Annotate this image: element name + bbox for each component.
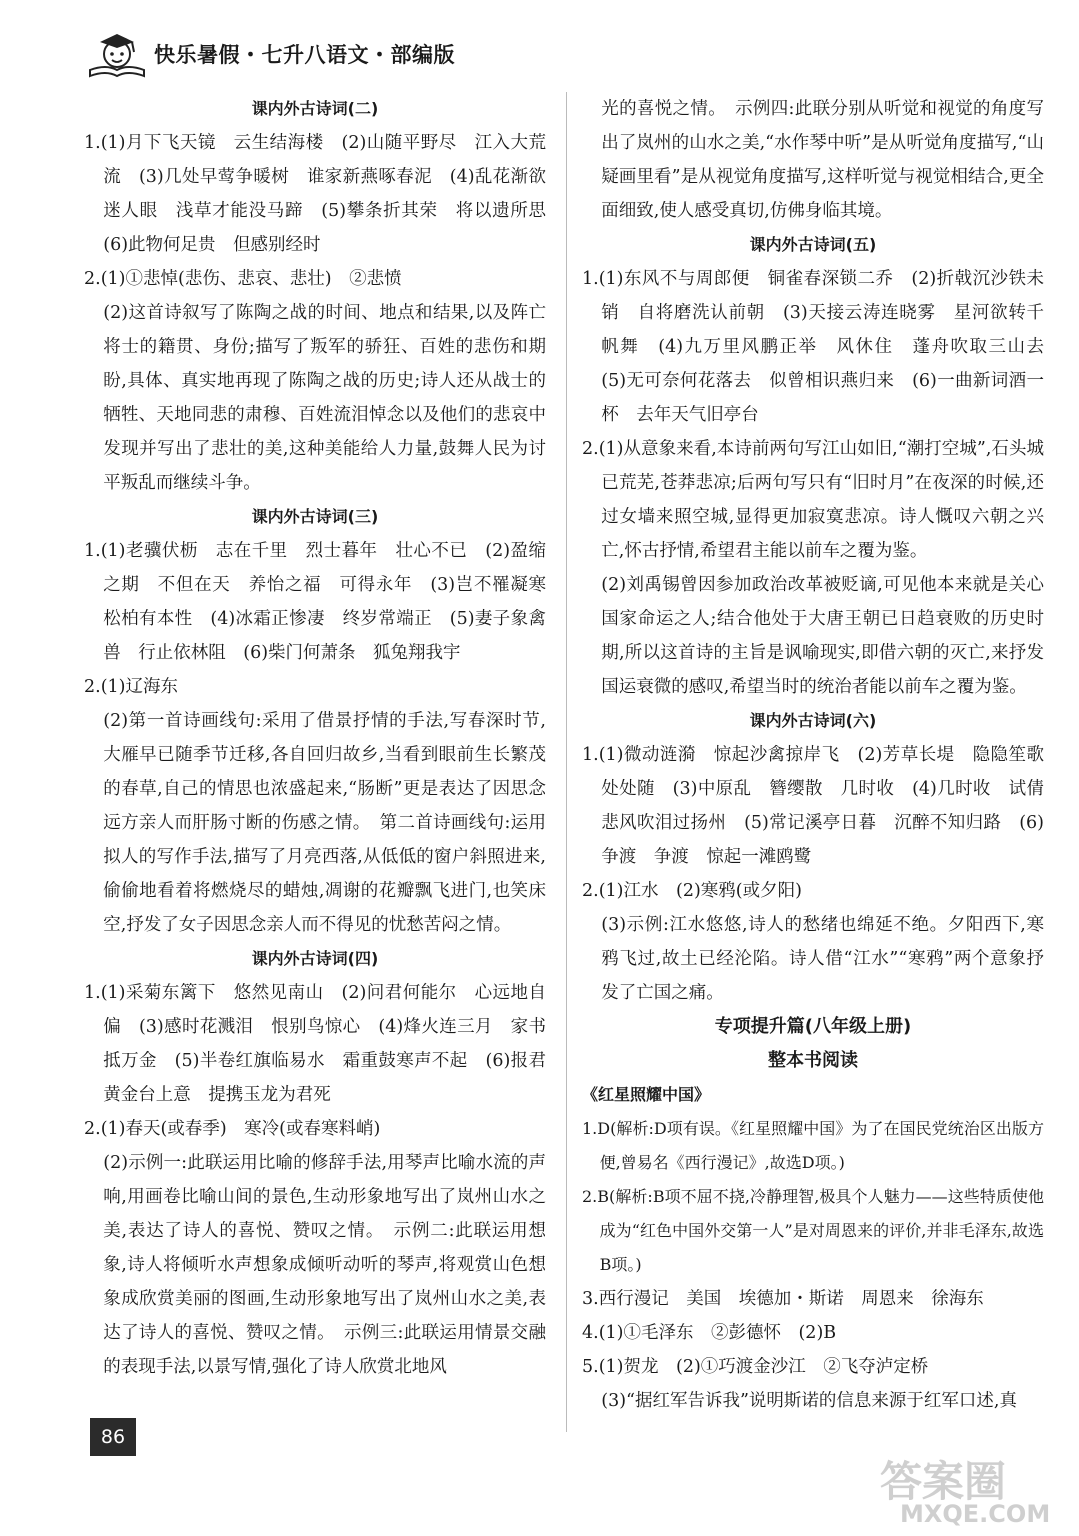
answer-item: 1.(1)采菊东篱下 悠然见南山 (2)问君何能尔 心远地自偏 (3)感时花溅泪 恨别鸟惊心 (4)烽火连三月 家书抵万金 (5)半卷红旗临易水 霜重鼓寒声不起 (6)报君黄金台上意 提携玉龙为君死 — [84, 983, 546, 1105]
answer-item: 4.(1)①毛泽东 ②彭德怀 (2)B — [582, 1323, 837, 1343]
answer-item: 2.B(解析:B项不屈不挠,冷静理智,极具个人魅力——这些特质使他成为“红色中国外交第一人”是对周恩来的评价,并非毛泽东,故选B项。) — [582, 1187, 1044, 1274]
book-title: 《红星照耀中国》 — [582, 1085, 711, 1104]
answer-item: 2.(1)辽海东 — [84, 677, 178, 697]
answer-item: 1.(1)东风不与周郎便 铜雀春深锁二乔 (2)折戟沉沙铁未销 自将磨洗认前朝 (3)天接云涛连晓雾 星河欲转千帆舞 (4)九万里风鹏正举 风休住 蓬舟吹取三山去 (5)无可奈何花落去 似曾相识燕归来 (6)一曲新词酒一杯 去年天气旧亭台 — [582, 269, 1062, 425]
page-number: 86 — [90, 1418, 136, 1456]
answer-paragraph: (2)示例一:此联运用比喻的修辞手法,用琴声比喻水流的声响,用画卷比喻山间的景色,生动形象地写出了岚州山水之美,表达了诗人的喜悦、赞叹之情。 示例二:此联运用想象,诗人将倾听水声想象成倾听动听的琴声,将观赏山色想象成欣赏美丽的图画,生动形象地写出了岚州山水之美,表达了诗人的喜悦、赞叹之情。 示例三:此联运用情景交融的表现手法,以景写情,强化了诗人欣赏北地风 — [103, 1153, 546, 1377]
answer-paragraph: (3)“据红军告诉我”说明斯诺的信息来源于红军口述,真 — [601, 1391, 1017, 1411]
answer-paragraph: (2)第一首诗画线句:采用了借景抒情的手法,写春深时节,大雁早已随季节迁移,各自回归故乡,当看到眼前生长繁茂的春草,自己的情思也浓盛起来,“肠断”更是表达了因思念远方亲人而肝肠寸断的伤感之情。 第二首诗画线句:运用拟人的写作手法,描写了月亮西落,从低低的窗户斜照进来,偷偷地看着将燃烧尽的蜡烛,凋谢的花瓣飘飞进门,也笑床空,抒发了女子因思念亲人而不得见的忧愁苦闷之情。 — [103, 711, 546, 935]
section-title: 课内外古诗词(四) — [251, 949, 379, 968]
watermark-logo: 答案圈 — [880, 1457, 1007, 1506]
watermark-url: MXQE.COM — [900, 1500, 1051, 1528]
column-divider — [566, 92, 567, 1432]
answer-paragraph: (3)示例:江水悠悠,诗人的愁绪也绵延不绝。夕阳西下,寒鸦飞过,故土已经沦陷。诗人借“江水”“寒鸦”两个意象抒发了亡国之痛。 — [601, 915, 1044, 1003]
answer-item: 2.(1)江水 (2)寒鸦(或夕阳) — [582, 881, 802, 901]
answer-item: 2.(1)从意象来看,本诗前两句写江山如旧,“潮打空城”,石头城已荒芜,苍莽悲凉;后两句写只有“旧时月”在夜深的时候,还过女墙来照空城,显得更加寂寞悲凉。诗人慨叹六朝之兴亡,怀古抒情,希望君主能以前车之覆为鉴。 — [582, 439, 1044, 561]
section-title: 课内外古诗词(六) — [749, 711, 877, 730]
answer-item: 1.(1)老骥伏枥 志在千里 烈士暮年 壮心不已 (2)盈缩之期 不但在天 养怡之福 可得永年 (3)岂不罹凝寒 松柏有本性 (4)冰霜正惨凄 终岁常端正 (5)妻子象禽兽 行止依林阻 (6)柴门何萧条 狐兔翔我宇 — [84, 541, 564, 663]
answer-paragraph: (2)刘禹锡曾因参加政治改革被贬谪,可见他本来就是关心国家命运之人;结合他处于大唐王朝已日趋衰败的历史时期,所以这首诗的主旨是讽喻现实,即借六朝的灭亡,来抒发国运衰微的感叹,希望当时的统治者能以前车之覆为鉴。 — [601, 575, 1044, 697]
answer-item: 3.西行漫记 美国 埃德加・斯诺 周恩来 徐海东 — [582, 1289, 984, 1309]
left-column — [84, 92, 564, 1384]
section-title: 课内外古诗词(三) — [251, 507, 379, 526]
right-column — [582, 92, 1062, 1418]
section-title: 课内外古诗词(五) — [749, 235, 877, 254]
answer-item: 5.(1)贺龙 (2)①巧渡金沙江 ②飞夺泸定桥 — [582, 1357, 929, 1377]
part-title: 专项提升篇(八年级上册) — [714, 1016, 912, 1037]
answer-item: 1.(1)微动涟漪 惊起沙禽掠岸飞 (2)芳草长堤 隐隐笙歌处处随 (3)中原乱 簪缨散 几时收 (4)几时收 试倩悲风吹泪过扬州 (5)常记溪亭日暮 沉醉不知归路 (6)争渡 争渡 惊起一滩鸥鹭 — [582, 745, 1044, 867]
answer-item: 1.(1)月下飞天镜 云生结海楼 (2)山随平野尽 江入大荒流 (3)几处早莺争暖树 谁家新燕啄春泥 (4)乱花渐欲迷人眼 浅草才能没马蹄 (5)攀条折其荣 将以遗所思 (6)此物何足贵 但感别经时 — [84, 133, 564, 255]
cartoon-student-logo-icon — [86, 30, 148, 78]
part-subtitle: 整本书阅读 — [768, 1050, 858, 1071]
page-header — [86, 28, 455, 80]
header-title: 快乐暑假・七升八语文・部编版 — [154, 43, 455, 67]
answer-paragraph: (2)这首诗叙写了陈陶之战的时间、地点和结果,以及阵亡将士的籍贯、身份;描写了叛军的骄狂、百姓的悲伤和期盼,具体、真实地再现了陈陶之战的历史;诗人还从战士的牺牲、天地同悲的肃穆、百姓流泪悼念以及他们的悲哀中发现并写出了悲壮的美,这种美能给人力量,鼓舞人民为讨平叛乱而继续斗争。 — [103, 303, 546, 493]
section-title: 课内外古诗词(二) — [251, 99, 379, 118]
answer-item: 1.D(解析:D项有误。《红星照耀中国》为了在国民党统治区出版方便,曾易名《西行漫记》,故选D项。) — [582, 1119, 1044, 1172]
answer-item: 2.(1)春天(或春季) 寒冷(或春寒料峭) — [84, 1119, 381, 1139]
answer-item: 2.(1)①悲悼(悲伤、悲哀、悲壮) ②悲愤 — [84, 269, 402, 289]
answer-paragraph: 光的喜悦之情。 示例四:此联分别从听觉和视觉的角度写出了岚州的山水之美,“水作琴中听”是从听觉角度描写,“山疑画里看”是从视觉角度描写,这样听觉与视觉相结合,更全面细致,使人感受真切,仿佛身临其境。 — [601, 99, 1044, 221]
